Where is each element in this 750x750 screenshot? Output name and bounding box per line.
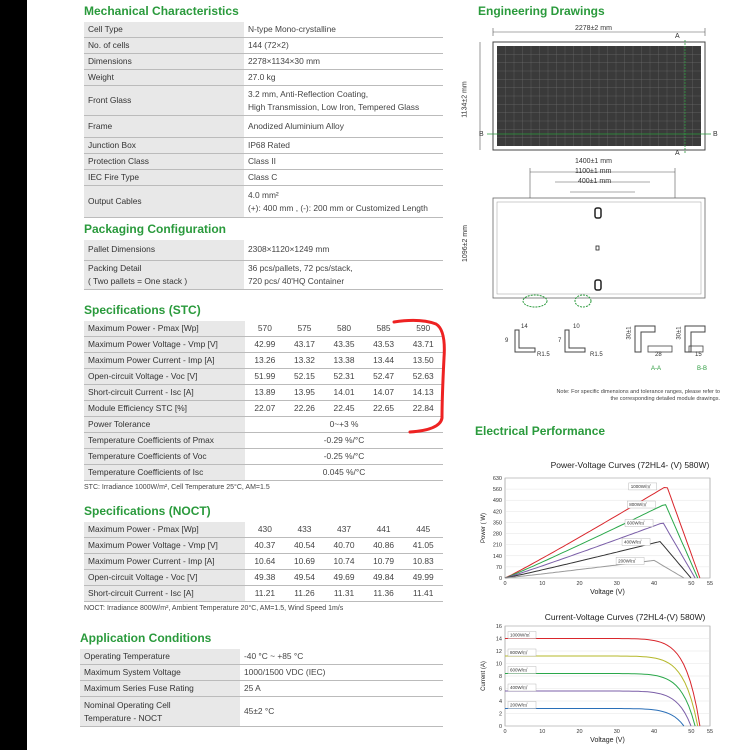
row-label: Maximum Power Current - Imp [A] <box>84 353 245 369</box>
cell: 14.01 <box>324 385 364 401</box>
cell: 11.21 <box>245 586 285 602</box>
stc-note: STC: Irradiance 1000W/m², Cell Temperature 25°C, AM=1.5 <box>84 484 270 491</box>
span-value: 0.045 %/°C <box>245 465 443 481</box>
y-tick-label: 630 <box>492 476 502 482</box>
x-tick-label: 50 <box>688 729 695 735</box>
row-value: Anodized Aluminium Alloy <box>244 116 443 138</box>
cell: 433 <box>285 522 325 538</box>
cell: 13.50 <box>403 353 443 369</box>
row-label <box>80 697 240 727</box>
row-label: Frame <box>84 116 244 138</box>
row-label: Maximum System Voltage <box>80 665 240 681</box>
front-view-drawing <box>475 20 735 160</box>
series-label: 400W/㎡ <box>510 685 528 690</box>
y-tick-label: 10 <box>495 661 502 668</box>
cell: 13.44 <box>364 353 404 369</box>
span-value: -0.29 %/°C <box>245 433 443 449</box>
cell: 10.64 <box>245 554 285 570</box>
cell: 51.99 <box>245 369 285 385</box>
row-label: No. of cells <box>84 38 244 54</box>
row-value: -40 °C ~ +85 °C <box>240 649 443 665</box>
mechanical-table <box>84 22 443 218</box>
y-tick-label: 560 <box>492 487 502 494</box>
row-label: Maximum Power - Pmax [Wp] <box>84 321 245 337</box>
table-row <box>84 70 443 86</box>
value-line: 4.0 mm² <box>248 189 279 200</box>
row-value: N-type Mono-crystalline <box>244 22 443 38</box>
row-value: Class II <box>244 154 443 170</box>
row-value: 27.0 kg <box>244 70 443 86</box>
x-tick-label: 20 <box>576 729 583 735</box>
y-tick-label: 12 <box>495 649 502 655</box>
table-row <box>80 697 443 727</box>
noct-note: NOCT: Irradiance 800W/m², Ambient Temperature 20°C, AM=1.5, Wind Speed 1m/s <box>84 605 344 612</box>
y-tick-label: 0 <box>498 576 502 582</box>
row-label: Maximum Power Voltage - Vmp [V] <box>84 337 245 353</box>
value-line: (+): 400 mm , (-): 200 mm or Customized Length <box>248 202 428 213</box>
span-value: 0~+3 % <box>245 417 443 433</box>
row-value: Class C <box>244 170 443 186</box>
electrical-title: Electrical Performance <box>475 424 606 438</box>
cell: 585 <box>364 321 404 337</box>
section-b-left: B <box>479 131 484 138</box>
frame-profile-drawings <box>505 322 725 372</box>
plot-area <box>505 478 710 578</box>
series-label: 200W/㎡ <box>510 702 528 708</box>
table-row <box>84 449 443 465</box>
section-aa-label: A-A <box>651 366 662 372</box>
y-tick-label: 8 <box>498 674 502 680</box>
x-tick-label: 55 <box>706 581 714 587</box>
cell: 40.70 <box>324 538 364 554</box>
x-tick-label: 0 <box>503 729 507 735</box>
section-bb-label: B-B <box>697 366 708 372</box>
x-tick-label: 30 <box>613 729 620 735</box>
mechanical-title: Mechanical Characteristics <box>84 4 239 18</box>
series-label: 1000W/㎡ <box>630 483 651 489</box>
width-dimension: 2278±2 mm <box>575 25 612 32</box>
row-label: Junction Box <box>84 138 244 154</box>
noct-section <box>84 504 443 612</box>
cell: 49.54 <box>285 570 325 586</box>
table-row <box>84 538 443 554</box>
cell: 40.54 <box>285 538 325 554</box>
cell: 49.38 <box>245 570 285 586</box>
row-label <box>84 260 244 289</box>
cell: 52.47 <box>364 369 404 385</box>
profile-dim: 30±1 <box>626 326 633 340</box>
y-tick-label: 210 <box>492 542 502 549</box>
table-row <box>84 38 443 54</box>
value-line: 720 pcs/ 40'HQ Container <box>248 275 345 286</box>
cell: 11.26 <box>285 586 325 602</box>
cell: 52.63 <box>403 369 443 385</box>
row-value <box>244 86 443 116</box>
cell: 575 <box>285 321 325 337</box>
row-label: Maximum Power - Pmax [Wp] <box>84 522 245 538</box>
cell: 13.89 <box>245 385 285 401</box>
value-line: 3.2 mm, Anti-Reflection Coating, <box>248 88 369 99</box>
x-tick-label: 10 <box>539 581 546 587</box>
y-tick-label: 0 <box>498 724 502 730</box>
cell: 41.05 <box>403 538 443 554</box>
cell: 13.32 <box>285 353 325 369</box>
height-dimension: 1134±2 mm <box>461 81 469 118</box>
y-tick-label: 70 <box>495 564 502 571</box>
table-row <box>84 554 443 570</box>
table-row <box>84 116 443 138</box>
x-tick-label: 40 <box>651 581 658 587</box>
span-value: -0.25 %/°C <box>245 449 443 465</box>
table-row <box>84 260 443 289</box>
value-line: High Transmission, Low Iron, Tempered Glass <box>248 101 420 112</box>
cell: 22.26 <box>285 401 325 417</box>
row-value: 2278×1134×30 mm <box>244 54 443 70</box>
cell: 570 <box>245 321 285 337</box>
cell: 22.45 <box>324 401 364 417</box>
row-value: IP68 Rated <box>244 138 443 154</box>
series-label: 400W/㎡ <box>624 539 642 545</box>
cell: 11.41 <box>403 586 443 602</box>
drawing-note: Note: For specific dimensions and tolerance ranges, please refer to the corresponding detailed module drawings. <box>556 389 720 402</box>
y-tick-label: 14 <box>495 636 502 643</box>
cell: 11.31 <box>324 586 364 602</box>
mount-dim-1100: 1100±1 mm <box>575 168 612 175</box>
profile-dim: 9 <box>505 338 509 344</box>
table-row <box>84 154 443 170</box>
table-row <box>84 570 443 586</box>
x-tick-label: 20 <box>576 581 583 587</box>
cell: 49.69 <box>324 570 364 586</box>
table-row <box>84 54 443 70</box>
row-label: Operating Temperature <box>80 649 240 665</box>
application-table <box>80 649 443 727</box>
label-line: Nominal Operating Cell <box>84 699 171 710</box>
profile-dim: R1.5 <box>590 352 603 358</box>
packaging-title: Packaging Configuration <box>84 222 227 236</box>
iv-chart <box>475 622 750 750</box>
row-label: Weight <box>84 70 244 86</box>
cell: 40.37 <box>245 538 285 554</box>
noct-table <box>84 522 443 602</box>
x-tick-label: 30 <box>613 581 620 587</box>
row-label: Temperature Coefficients of Voc <box>84 449 245 465</box>
cell: 13.95 <box>285 385 325 401</box>
series-label: 600W/㎡ <box>627 520 645 526</box>
y-axis-label: Power ( W) <box>481 513 487 543</box>
table-row <box>84 465 443 481</box>
row-label: Dimensions <box>84 54 244 70</box>
x-axis-label: Voltage (V) <box>590 737 625 744</box>
side-height-dimension: 1096±2 mm <box>461 225 469 262</box>
noct-title: Specifications (NOCT) <box>84 504 211 518</box>
table-row <box>84 522 443 538</box>
profile-dim: 14 <box>521 324 528 330</box>
row-label: Pallet Dimensions <box>84 240 244 260</box>
cell: 14.13 <box>403 385 443 401</box>
profile-dim: R1.5 <box>537 352 550 358</box>
series-label: 800W/㎡ <box>510 650 528 655</box>
cell: 445 <box>403 522 443 538</box>
cell: 10.83 <box>403 554 443 570</box>
y-tick-label: 4 <box>498 699 502 705</box>
cell: 43.53 <box>364 337 404 353</box>
table-row <box>84 170 443 186</box>
y-tick-label: 420 <box>492 509 502 516</box>
table-row <box>84 138 443 154</box>
row-value <box>244 186 443 218</box>
cell: 43.71 <box>403 337 443 353</box>
row-label: Maximum Power Voltage - Vmp [V] <box>84 538 245 554</box>
profile-dim: 15 <box>695 352 702 358</box>
cell: 13.26 <box>245 353 285 369</box>
cell: 430 <box>245 522 285 538</box>
table-row <box>84 586 443 602</box>
cell: 22.65 <box>364 401 404 417</box>
cell: 43.17 <box>285 337 325 353</box>
profile-dim: 10 <box>573 324 580 330</box>
row-label: Maximum Power Current - Imp [A] <box>84 554 245 570</box>
row-label: Temperature Coefficients of Isc <box>84 465 245 481</box>
series-label: 200W/㎡ <box>618 558 636 564</box>
row-value: 2308×1120×1249 mm <box>244 240 443 260</box>
row-label: Short-circuit Current - Isc [A] <box>84 385 245 401</box>
cell: 40.86 <box>364 538 404 554</box>
row-label: Open-circuit Voltage - Voc [V] <box>84 570 245 586</box>
cell: 42.99 <box>245 337 285 353</box>
stc-title: Specifications (STC) <box>84 303 201 317</box>
row-label: Output Cables <box>84 186 244 218</box>
cell: 10.74 <box>324 554 364 570</box>
row-label: Module Efficiency STC [%] <box>84 401 245 417</box>
y-tick-label: 6 <box>498 686 502 693</box>
row-value: 45±2 °C <box>240 697 443 727</box>
cell: 43.35 <box>324 337 364 353</box>
cell: 437 <box>324 522 364 538</box>
row-label: Power Tolerance <box>84 417 245 433</box>
row-label: Cell Type <box>84 22 244 38</box>
x-tick-label: 55 <box>706 729 714 735</box>
iv-chart-title: Current-Voltage Curves (72HL4-(V) 580W) <box>544 612 706 622</box>
series-label: 1000W/㎡ <box>510 632 531 638</box>
packaging-section <box>84 222 443 290</box>
table-row <box>84 240 443 260</box>
row-value <box>244 260 443 289</box>
cell: 10.69 <box>285 554 325 570</box>
value-line: 36 pcs/pallets, 72 pcs/stack, <box>248 262 353 273</box>
cell: 52.15 <box>285 369 325 385</box>
mount-dim-1400: 1400±1 mm <box>575 158 612 165</box>
table-row <box>84 22 443 38</box>
table-row <box>84 186 443 218</box>
y-tick-label: 490 <box>492 498 502 505</box>
table-row <box>80 681 443 697</box>
cell: 11.36 <box>364 586 404 602</box>
row-label: Short-circuit Current - Isc [A] <box>84 586 245 602</box>
cell: 22.07 <box>245 401 285 417</box>
row-label: Maximum Series Fuse Rating <box>80 681 240 697</box>
label-line: Packing Detail <box>88 262 142 273</box>
x-tick-label: 10 <box>539 729 546 735</box>
pv-chart-title: Power-Voltage Curves (72HL4- (V) 580W) <box>550 460 710 470</box>
profile-dim: 30±1 <box>676 326 683 340</box>
y-tick-label: 16 <box>495 624 502 630</box>
left-border-bar <box>0 0 27 750</box>
y-tick-label: 350 <box>492 520 502 527</box>
x-axis-label: Voltage (V) <box>590 589 625 596</box>
table-row <box>80 649 443 665</box>
row-label: Front Glass <box>84 86 244 116</box>
x-tick-label: 40 <box>651 729 658 735</box>
drawings-title: Engineering Drawings <box>478 4 605 18</box>
cell: 52.31 <box>324 369 364 385</box>
table-row <box>84 86 443 116</box>
cell: 13.38 <box>324 353 364 369</box>
cell: 10.79 <box>364 554 404 570</box>
x-tick-label: 0 <box>503 581 507 587</box>
cell: 49.84 <box>364 570 404 586</box>
application-section <box>80 631 443 727</box>
cell: 580 <box>324 321 364 337</box>
packaging-table <box>84 240 443 290</box>
cell: 441 <box>364 522 404 538</box>
series-label: 800W/㎡ <box>629 502 647 508</box>
row-label: Protection Class <box>84 154 244 170</box>
row-value: 1000/1500 VDC (IEC) <box>240 665 443 681</box>
cell: 14.07 <box>364 385 404 401</box>
cell: 590 <box>403 321 443 337</box>
profile-dim: 28 <box>655 352 662 358</box>
application-title: Application Conditions <box>80 631 212 645</box>
row-label: Temperature Coefficients of Pmax <box>84 433 245 449</box>
cell: 49.99 <box>403 570 443 586</box>
section-b-right: B <box>713 131 718 138</box>
label-line: ( Two pallets = One stack ) <box>88 275 188 286</box>
x-tick-label: 50 <box>688 581 695 587</box>
profile-dim: 7 <box>558 338 562 344</box>
section-a-top: A <box>675 33 680 40</box>
red-annotation-bracket <box>390 318 448 436</box>
pv-chart <box>475 472 750 602</box>
table-row <box>80 665 443 681</box>
label-line: Temperature - NOCT <box>84 712 163 723</box>
y-tick-label: 140 <box>492 553 502 560</box>
mount-dim-400: 400±1 mm <box>578 178 612 185</box>
row-value: 25 A <box>240 681 443 697</box>
y-tick-label: 2 <box>498 711 502 718</box>
row-label: Open-circuit Voltage - Voc [V] <box>84 369 245 385</box>
series-label: 600W/㎡ <box>510 667 528 673</box>
mechanical-section <box>84 4 443 218</box>
section-a-bottom: A <box>675 150 680 157</box>
y-tick-label: 280 <box>492 531 502 538</box>
cell: 22.84 <box>403 401 443 417</box>
row-label: IEC Fire Type <box>84 170 244 186</box>
row-value: 144 (72×2) <box>244 38 443 54</box>
y-axis-label: Current (A) <box>481 661 487 691</box>
